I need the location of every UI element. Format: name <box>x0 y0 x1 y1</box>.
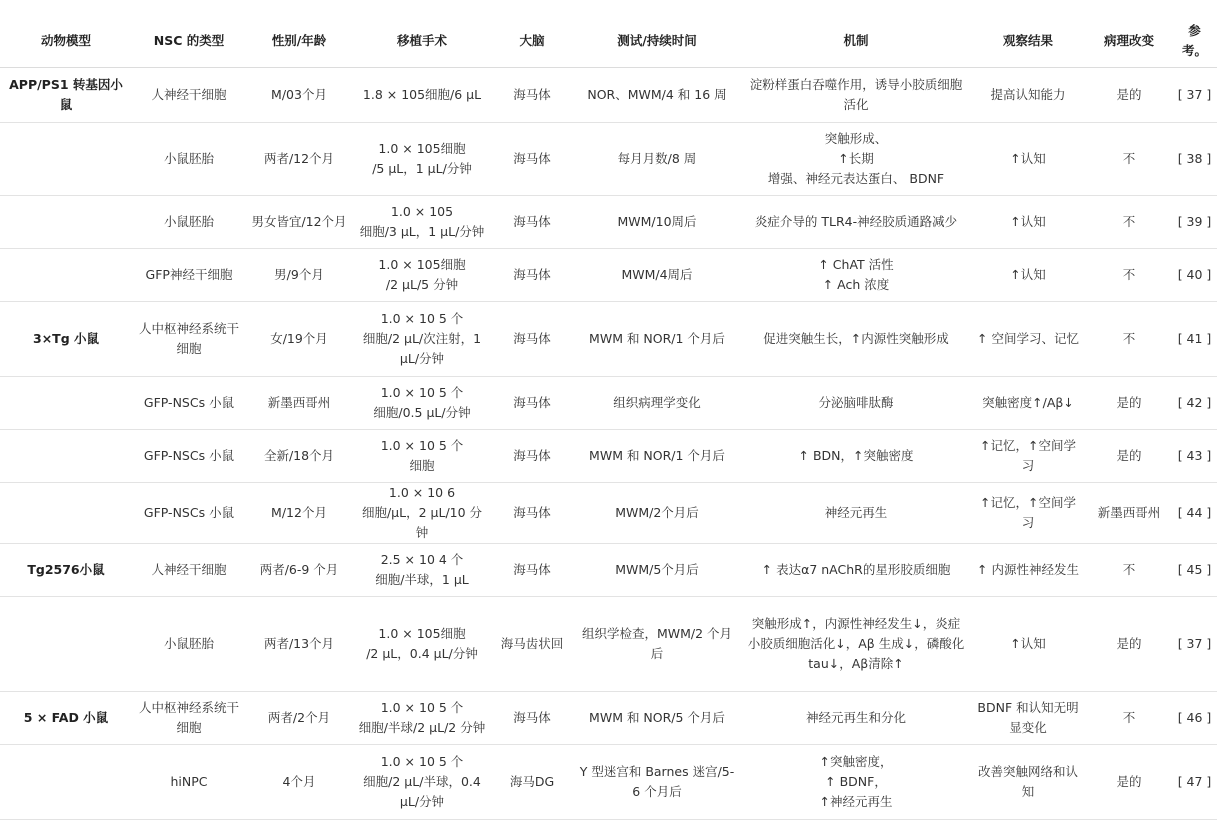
cell-mechanism: ↑ BDN，↑突触密度 <box>742 430 970 483</box>
cell-mechanism: 促进突触生长，↑内源性突触形成 <box>742 302 970 377</box>
cell-transplant: 1.0 × 105细胞 /2 μL，0.4 μL/分钟 <box>352 597 492 692</box>
cell-brain: 海马体 <box>492 123 572 196</box>
cell-animal-model <box>0 249 132 302</box>
cell-sex-age: 男/9个月 <box>246 249 352 302</box>
cell-mechanism: ↑突触密度， ↑ BDNF， ↑神经元再生 <box>742 745 970 820</box>
cell-test-duration: NOR、MWM/4 和 16 周 <box>572 68 742 123</box>
cell-pathology: 不 <box>1086 249 1172 302</box>
table-row <box>0 544 1217 597</box>
cell-transplant: 1.0 × 10 5 个 细胞/2 μL/半球，0.4 μL/分钟 <box>352 745 492 820</box>
cell-transplant: 1.0 × 10 5 个 细胞 <box>352 430 492 483</box>
table-row <box>0 249 1217 302</box>
cell-nsc-type: 人神经干细胞 <box>132 68 246 123</box>
cell-mechanism: ↑ ChAT 活性 ↑ Ach 浓度 <box>742 249 970 302</box>
cell-nsc-type: 小鼠胚胎 <box>132 123 246 196</box>
cell-observation: ↑记忆，↑空间学习 <box>970 483 1086 544</box>
cell-brain: 海马体 <box>492 68 572 123</box>
cell-nsc-type: GFP-NSCs 小鼠 <box>132 377 246 430</box>
header-mechanism: 机制 <box>742 15 970 68</box>
cell-nsc-type: GFP-NSCs 小鼠 <box>132 430 246 483</box>
cell-observation: ↑认知 <box>970 249 1086 302</box>
cell-pathology: 不 <box>1086 692 1172 745</box>
header-sex-age: 性别/年龄 <box>246 15 352 68</box>
cell-sex-age: 4个月 <box>246 745 352 820</box>
header-pathology: 病理改变 <box>1086 15 1172 68</box>
cell-brain: 海马体 <box>492 544 572 597</box>
cell-observation: 突触密度↑/Aβ↓ <box>970 377 1086 430</box>
cell-nsc-type: 小鼠胚胎 <box>132 597 246 692</box>
cell-observation: ↑认知 <box>970 196 1086 249</box>
cell-test-duration: MWM 和 NOR/5 个月后 <box>572 692 742 745</box>
cell-animal-model <box>0 123 132 196</box>
cell-nsc-type: hiNPC <box>132 745 246 820</box>
cell-transplant: 1.0 × 10 6 细胞/μL，2 μL/10 分钟 <box>352 483 492 544</box>
cell-transplant: 1.8 × 105细胞/6 μL <box>352 68 492 123</box>
cell-pathology: 不 <box>1086 196 1172 249</box>
cell-brain: 海马DG <box>492 745 572 820</box>
cell-transplant: 2.5 × 10 4 个 细胞/半球，1 μL <box>352 544 492 597</box>
cell-nsc-type: 小鼠胚胎 <box>132 196 246 249</box>
table-row <box>0 692 1217 745</box>
table-row <box>0 597 1217 692</box>
cell-brain: 海马体 <box>492 430 572 483</box>
cell-transplant: 1.0 × 10 5 个 细胞/0.5 μL/分钟 <box>352 377 492 430</box>
cell-test-duration: 组织病理学变化 <box>572 377 742 430</box>
cell-animal-model: 5 × FAD 小鼠 <box>0 692 132 745</box>
cell-reference[interactable]: [ 41 ] <box>1172 302 1217 377</box>
cell-pathology: 是的 <box>1086 377 1172 430</box>
cell-observation: ↑认知 <box>970 123 1086 196</box>
cell-pathology: 新墨西哥州 <box>1086 483 1172 544</box>
cell-reference[interactable]: [ 47 ] <box>1172 745 1217 820</box>
table-row <box>0 430 1217 483</box>
header-row <box>0 15 1217 68</box>
cell-test-duration: MWM/10周后 <box>572 196 742 249</box>
header-animal-model: 动物模型 <box>0 15 132 68</box>
cell-animal-model <box>0 483 132 544</box>
cell-reference[interactable]: [ 37 ] <box>1172 68 1217 123</box>
cell-reference[interactable]: [ 46 ] <box>1172 692 1217 745</box>
header-observation: 观察结果 <box>970 15 1086 68</box>
cell-brain: 海马齿状回 <box>492 597 572 692</box>
cell-brain: 海马体 <box>492 692 572 745</box>
cell-mechanism: 分泌脑啡肽酶 <box>742 377 970 430</box>
table-row <box>0 483 1217 544</box>
cell-animal-model <box>0 745 132 820</box>
cell-mechanism: 神经元再生和分化 <box>742 692 970 745</box>
cell-test-duration: 每月月数/8 周 <box>572 123 742 196</box>
cell-sex-age: M/12个月 <box>246 483 352 544</box>
header-test-duration: 测试/持续时间 <box>572 15 742 68</box>
cell-observation: 提高认知能力 <box>970 68 1086 123</box>
cell-transplant: 1.0 × 10 5 个 细胞/半球/2 μL/2 分钟 <box>352 692 492 745</box>
header-reference: 参考。 <box>1172 15 1217 68</box>
cell-reference[interactable]: [ 42 ] <box>1172 377 1217 430</box>
cell-observation: ↑ 内源性神经发生 <box>970 544 1086 597</box>
cell-animal-model: APP/PS1 转基因小鼠 <box>0 68 132 123</box>
cell-test-duration: MWM/5个月后 <box>572 544 742 597</box>
cell-sex-age: 两者/12个月 <box>246 123 352 196</box>
cell-test-duration: 组织学检查，MWM/2 个月后 <box>572 597 742 692</box>
cell-brain: 海马体 <box>492 249 572 302</box>
cell-sex-age: 女/19个月 <box>246 302 352 377</box>
cell-nsc-type: 人中枢神经系统干细胞 <box>132 302 246 377</box>
cell-pathology: 是的 <box>1086 745 1172 820</box>
cell-observation: ↑认知 <box>970 597 1086 692</box>
cell-mechanism: 炎症介导的 TLR4-神经胶质通路减少 <box>742 196 970 249</box>
cell-animal-model <box>0 377 132 430</box>
cell-animal-model: Tg2576小鼠 <box>0 544 132 597</box>
cell-sex-age: 全新/18个月 <box>246 430 352 483</box>
cell-animal-model <box>0 430 132 483</box>
data-table <box>0 15 1217 820</box>
cell-nsc-type: GFP-NSCs 小鼠 <box>132 483 246 544</box>
cell-test-duration: MWM 和 NOR/1 个月后 <box>572 302 742 377</box>
table-row <box>0 377 1217 430</box>
cell-mechanism: 突触形成↑，内源性神经发生↓，炎症小胶质细胞活化↓，Aβ 生成↓，磷酸化 tau↓，Aβ清除↑ <box>742 597 970 692</box>
cell-transplant: 1.0 × 105细胞 /5 μL，1 μL/分钟 <box>352 123 492 196</box>
cell-sex-age: 两者/6-9 个月 <box>246 544 352 597</box>
cell-mechanism: ↑ 表达α7 nAChR的星形胶质细胞 <box>742 544 970 597</box>
cell-transplant: 1.0 × 105细胞 /2 μL/5 分钟 <box>352 249 492 302</box>
cell-reference[interactable]: [ 38 ] <box>1172 123 1217 196</box>
cell-sex-age: M/03个月 <box>246 68 352 123</box>
header-transplant: 移植手术 <box>352 15 492 68</box>
table-row <box>0 196 1217 249</box>
cell-observation: BDNF 和认知无明显变化 <box>970 692 1086 745</box>
cell-nsc-type: 人神经干细胞 <box>132 544 246 597</box>
cell-mechanism: 神经元再生 <box>742 483 970 544</box>
cell-pathology: 是的 <box>1086 430 1172 483</box>
cell-nsc-type: GFP神经干细胞 <box>132 249 246 302</box>
cell-transplant: 1.0 × 10 5 个 细胞/2 μL/次注射，1 μL/分钟 <box>352 302 492 377</box>
header-nsc-type: NSC 的类型 <box>132 15 246 68</box>
cell-reference[interactable]: [ 39 ] <box>1172 196 1217 249</box>
table-row <box>0 745 1217 820</box>
cell-animal-model <box>0 597 132 692</box>
cell-reference[interactable]: [ 44 ] <box>1172 483 1217 544</box>
cell-sex-age: 两者/2个月 <box>246 692 352 745</box>
cell-test-duration: MWM/2个月后 <box>572 483 742 544</box>
cell-animal-model: 3×Tg 小鼠 <box>0 302 132 377</box>
cell-pathology: 不 <box>1086 544 1172 597</box>
cell-test-duration: MWM 和 NOR/1 个月后 <box>572 430 742 483</box>
cell-brain: 海马体 <box>492 377 572 430</box>
cell-brain: 海马体 <box>492 483 572 544</box>
cell-test-duration: Y 型迷宫和 Barnes 迷宫/5-6 个月后 <box>572 745 742 820</box>
cell-reference[interactable]: [ 37 ] <box>1172 597 1217 692</box>
cell-pathology: 不 <box>1086 302 1172 377</box>
cell-sex-age: 新墨西哥州 <box>246 377 352 430</box>
cell-brain: 海马体 <box>492 302 572 377</box>
cell-reference[interactable]: [ 43 ] <box>1172 430 1217 483</box>
cell-animal-model <box>0 196 132 249</box>
cell-mechanism: 淀粉样蛋白吞噬作用，诱导小胶质细胞活化 <box>742 68 970 123</box>
table-row <box>0 302 1217 377</box>
cell-transplant: 1.0 × 105 细胞/3 μL，1 μL/分钟 <box>352 196 492 249</box>
cell-sex-age: 两者/13个月 <box>246 597 352 692</box>
cell-observation: ↑ 空间学习、记忆 <box>970 302 1086 377</box>
cell-pathology: 是的 <box>1086 68 1172 123</box>
cell-brain: 海马体 <box>492 196 572 249</box>
cell-test-duration: MWM/4周后 <box>572 249 742 302</box>
cell-nsc-type: 人中枢神经系统干细胞 <box>132 692 246 745</box>
table-row <box>0 123 1217 196</box>
cell-pathology: 不 <box>1086 123 1172 196</box>
header-brain: 大脑 <box>492 15 572 68</box>
cell-observation: ↑记忆，↑空间学习 <box>970 430 1086 483</box>
cell-sex-age: 男女皆宜/12个月 <box>246 196 352 249</box>
cell-reference[interactable]: [ 45 ] <box>1172 544 1217 597</box>
table-row <box>0 68 1217 123</box>
cell-observation: 改善突触网络和认知 <box>970 745 1086 820</box>
cell-pathology: 是的 <box>1086 597 1172 692</box>
cell-reference[interactable]: [ 40 ] <box>1172 249 1217 302</box>
cell-mechanism: 突触形成、 ↑长期 增强、神经元表达蛋白、 BDNF <box>742 123 970 196</box>
